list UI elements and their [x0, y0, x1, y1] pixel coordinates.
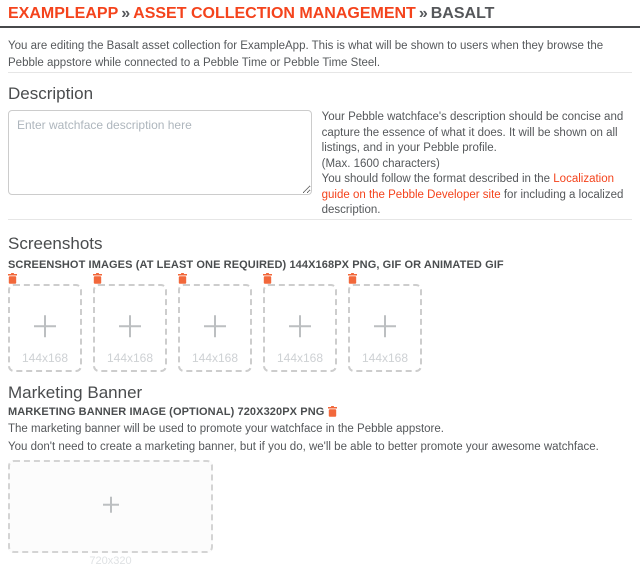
- banner-note-line1: The marketing banner will be used to promote your watchface in the Pebble appstore.: [8, 422, 444, 435]
- description-help-line1: Your Pebble watchface's description should be concise and capture the essence of what it does. It will be shown on all listings, and in your Pebble profile.: [321, 111, 624, 154]
- banner-field-label-row: [8, 406, 632, 418]
- breadcrumb: [0, 0, 640, 28]
- description-help-line3-prefix: You should follow the format described in the: [321, 173, 554, 185]
- screenshot-dropzone[interactable]: [348, 284, 422, 372]
- watchface-description-input[interactable]: [8, 110, 312, 195]
- plus-icon: [34, 315, 56, 337]
- banner-dropzone[interactable]: [8, 460, 213, 553]
- delete-banner-trash-icon[interactable]: [328, 406, 337, 417]
- screenshot-upload-slot: [263, 273, 337, 372]
- plus-icon: [103, 497, 119, 513]
- screenshot-size-label: 144x168: [361, 350, 409, 365]
- screenshot-dropzone[interactable]: [263, 284, 337, 372]
- plus-icon: [204, 315, 226, 337]
- description-help-text: [322, 110, 632, 219]
- screenshot-upload-slot: [93, 273, 167, 372]
- description-row: [8, 110, 632, 219]
- screenshot-upload-slot: [348, 273, 422, 372]
- localization-guide-link[interactable]: Localization guide on the Pebble Developer site: [321, 173, 615, 201]
- plus-icon: [374, 315, 396, 337]
- delete-screenshot-trash-icon[interactable]: [8, 273, 17, 284]
- delete-screenshot-trash-icon[interactable]: [348, 273, 357, 284]
- description-help-line3: [322, 172, 632, 219]
- intro-text: You are editing the Basalt asset collection for ExampleApp. This is what will be shown to users when they browse the Pebble appstore while connected to a Pebble Time or Pebble Time Steel.: [8, 40, 604, 69]
- banner-note: [8, 421, 632, 455]
- plus-icon: [119, 315, 141, 337]
- breadcrumb-link-asset-collection-management[interactable]: ASSET COLLECTION MANAGEMENT: [133, 5, 416, 22]
- screenshot-size-label: 144x168: [106, 350, 154, 365]
- screenshot-dropzone[interactable]: [178, 284, 252, 372]
- banner-size-label: 720x320: [89, 554, 132, 567]
- description-help-line3-suffix: for including a localized description.: [321, 188, 624, 216]
- screenshot-size-label: 144x168: [21, 350, 69, 365]
- screenshot-dropzone[interactable]: [93, 284, 167, 372]
- breadcrumb-current-basalt: BASALT: [430, 5, 495, 22]
- breadcrumb-link-exampleapp[interactable]: EXAMPLEAPP: [8, 5, 119, 22]
- page-content: [0, 38, 640, 567]
- section-divider: [8, 219, 632, 220]
- banner-section-title: Marketing Banner: [8, 382, 143, 402]
- description-section-title: Description: [8, 84, 94, 103]
- delete-screenshot-trash-icon[interactable]: [178, 273, 187, 284]
- delete-screenshot-trash-icon[interactable]: [93, 273, 102, 284]
- breadcrumb-separator: »: [121, 5, 131, 22]
- description-help-line2: (Max. 1600 characters): [321, 157, 440, 170]
- delete-screenshot-trash-icon[interactable]: [263, 273, 272, 284]
- screenshot-slots-row: [8, 273, 632, 372]
- screenshot-upload-slot: [178, 273, 252, 372]
- screenshot-size-label: 144x168: [276, 350, 324, 365]
- screenshots-section-title: Screenshots: [8, 233, 103, 253]
- section-divider: [8, 72, 632, 73]
- screenshot-size-label: 144x168: [191, 350, 239, 365]
- plus-icon: [289, 315, 311, 337]
- breadcrumb-separator: »: [418, 5, 428, 22]
- banner-note-line2: You don't need to create a marketing banner, but if you do, we'll be able to better promote your awesome watchface.: [8, 440, 599, 453]
- screenshots-field-label: SCREENSHOT IMAGES (AT LEAST ONE REQUIRED) 144X168PX PNG, GIF OR ANIMATED GIF: [8, 258, 504, 271]
- banner-field-label: MARKETING BANNER IMAGE (OPTIONAL) 720X320PX PNG: [8, 405, 325, 418]
- screenshot-upload-slot: [8, 273, 82, 372]
- screenshot-dropzone[interactable]: [8, 284, 82, 372]
